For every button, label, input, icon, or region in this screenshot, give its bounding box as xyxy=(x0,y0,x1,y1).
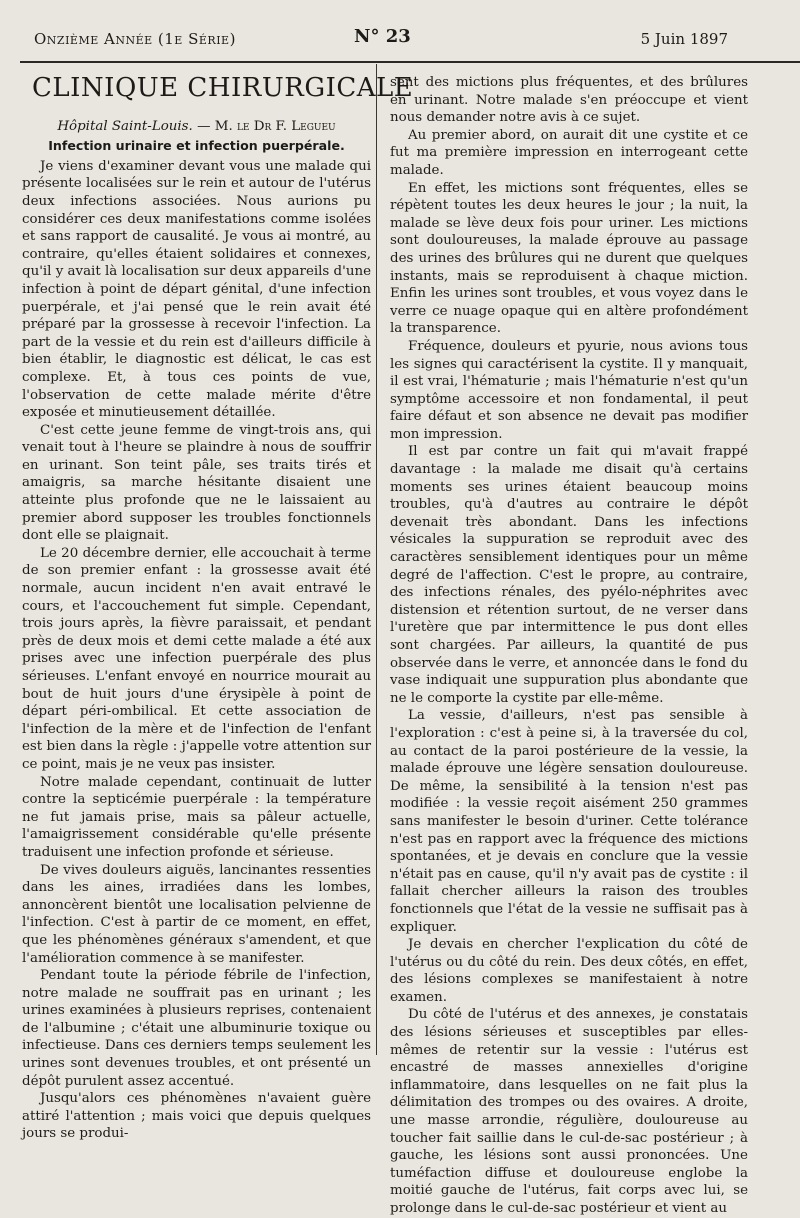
article-byline xyxy=(22,118,371,136)
issue-number: N° 23 xyxy=(354,26,411,47)
byline-author: — M. le Dr F. Legueu xyxy=(192,118,336,134)
column-divider xyxy=(376,64,377,1055)
right-column xyxy=(390,74,748,1218)
paragraph: Fréquence, douleurs et pyurie, nous avions tous les signes qui caractérisent la cystite. Il y manquait, il est vrai, l'hématurie ; mais l'hématurie n'est qu'un symptôme accessoire et non fondamental, il peut faire défaut et son absence ne devait pas modifier mon impression. xyxy=(390,338,748,442)
article-subtitle: Infection urinaire et infection puerpérale. xyxy=(48,138,345,154)
byline-place: Hôpital Saint-Louis. xyxy=(57,118,193,134)
paragraph: Au premier abord, on aurait dit une cystite et ce fut ma première impression en interrogeant cette malade. xyxy=(390,127,748,178)
issue-label: Onzième Année (1e Série) xyxy=(34,30,236,48)
issue-date: 5 Juin 1897 xyxy=(640,30,728,48)
paragraph: Le 20 décembre dernier, elle accouchait à terme de son premier enfant : la grossesse avait été normale, aucun incident n'en avait entravé le cours, et l'accouchement fut simple. Cependant, trois jours après, la fièvre paraissait, et pendant près de deux mois et demi cette malade a été aux prises avec une infection puerpérale des plus sérieuses. L'enfant envoyé en nourrice mourait au bout de huit jours d'une érysipèle à point de départ péri-ombilical. Et cette association de l'infection de la mère et de l'infection de l'enfant est bien dans la règle : j'appelle votre attention sur ce point, mais je ne veux pas insister. xyxy=(22,545,371,772)
paragraph: En effet, les mictions sont fréquentes, elles se répètent toutes les deux heures le jour ; la nuit, la malade se lève deux fois pour uriner. Les mictions sont douloureuses, la malade éprouve au passage des urines des brûlures qui ne durent que quelques instants, mais se reproduisent à chaque miction. Enfin les urines sont troubles, et vous voyez dans le verre ce nuage opaque qui en altère profondément la transparence. xyxy=(390,180,748,337)
left-column xyxy=(22,72,414,1143)
paragraph: Je devais en chercher l'explication du côté de l'utérus ou du côté du rein. Des deux côtés, en effet, des lésions complexes se manifestaient à notre examen. xyxy=(390,937,748,1005)
paragraph: Pendant toute la période fébrile de l'infection, notre malade ne souffrait pas en urinant ; les urines examinées à plusieurs reprises, contenaient de l'albumine ; c'était une albuminurie toxique ou infectieuse. Dans ces derniers temps seulement les urines sont devenues troubles, et ont présenté un dépôt purulent assez accentué. xyxy=(22,968,371,1089)
header-rule xyxy=(20,61,800,63)
article-title: CLINIQUE CHIRURGICALE xyxy=(32,73,414,103)
paragraph: Du côté de l'utérus et des annexes, je constatais des lésions sérieuses et susceptibles par elles-mêmes de retentir sur la vessie : l'utérus est encastré de masses annexielles d'origine inflammatoire, dans lesquelles on ne fait plus la délimitation des trompes ou des ovaires. A droite, une masse arrondie, régulière, douloureuse au toucher fait saillie dans le cul-de-sac postérieur ; à gauche, les lésions sont aussi prononcées. Une tuméfaction diffuse et douloureuse englobe la moitié gauche de l'utérus, fait corps avec lui, se prolonge dans le cul-de-sac postérieur et vient au xyxy=(390,1007,748,1216)
paragraph: Jusqu'alors ces phénomènes n'avaient guère attiré l'attention ; mais voici que depuis quelques jours se produi- xyxy=(22,1091,371,1142)
paragraph: sent des mictions plus fréquentes, et des brûlures en urinant. Notre malade s'en préoccupe et vient nous demander notre avis à ce sujet. xyxy=(390,75,748,126)
paragraph: La vessie, d'ailleurs, n'est pas sensible à l'exploration : c'est à peine si, à la traversée du col, au contact de la paroi postérieure de la vessie, la malade éprouve une légère sensation douloureuse. De même, la sensibilité à la tension n'est pas modifiée : la vessie reçoit aisément 250 grammes sans manifester le besoin d'uriner. Cette tolérance n'est pas en rapport avec la fréquence des mictions spontanées, et je devais en conclure que la vessie n'était pas en cause, qu'il n'y avait pas de cystite : il fallait chercher ailleurs la raison des troubles fonctionnels que l'état de la vessie ne suffisait pas à expliquer. xyxy=(390,708,748,935)
paragraph: Je viens d'examiner devant vous une malade qui présente localisées sur le rein et autour de l'utérus deux infections associées. Nous aurions pu considérer ces deux manifestations comme isolées et sans rapport de causalité. Je vous ai montré, au contraire, qu'elles étaient solidaires et connexes, qu'il y avait là localisation sur deux appareils d'une infection à point de départ génital, d'une infection puerpérale, et j'ai pensé que le rein avait été préparé par la grossesse à recevoir l'infection. La part de la vessie et du rein est d'ailleurs difficile à bien établir, le diagnostic est délicat, le cas est complexe. Et, à tous ces points de vue, l'observation de cette malade mérite d'être exposée et minutieusement détaillée. xyxy=(22,158,371,421)
paragraph: C'est cette jeune femme de vingt-trois ans, qui venait tout à l'heure se plaindre à nous de souffrir en urinant. Son teint pâle, ses traits tirés et amaigris, sa marche hésitante disaient une atteinte plus profonde que ne le laissaient au premier abord supposer les troubles fonctionnels dont elle se plaignait. xyxy=(22,422,371,544)
paragraph: Notre malade cependant, continuait de lutter contre la septicémie puerpérale : la température ne fut jamais prise, mais sa pâleur actuelle, l'amaigrissement considérable qu'elle présente traduisent une infection profonde et sérieuse. xyxy=(22,774,371,860)
paragraph: De vives douleurs aiguës, lancinantes ressenties dans les aines, irradiées dans les lombes, annoncèrent bientôt une localisation pelvienne de l'infection. C'est à partir de ce moment, en effet, que les phénomènes généraux s'amendent, et que l'amélioration commence à se manifester. xyxy=(22,862,371,966)
page-header xyxy=(34,26,728,50)
paragraph: Il est par contre un fait qui m'avait frappé davantage : la malade me disait qu'à certains moments ses urines étaient beaucoup moins troubles, qu'à d'autres au contraire le dépôt devenait très abondant. Dans les infections vésicales la suppuration se reproduit avec des caractères sensiblement identiques pour un même degré de l'affection. C'est le propre, au contraire, des infections rénales, des pyélo-néphrites avec distension et rétention surtout, de ne verser dans l'uretère que par intermittence le pus dont elles sont chargées. Par ailleurs, la quantité de pus observée dans le verre, et annoncée dans le fond du vase indiquait une suppuration plus abondante que ne le comporte la cystite par elle-même. xyxy=(390,444,748,706)
